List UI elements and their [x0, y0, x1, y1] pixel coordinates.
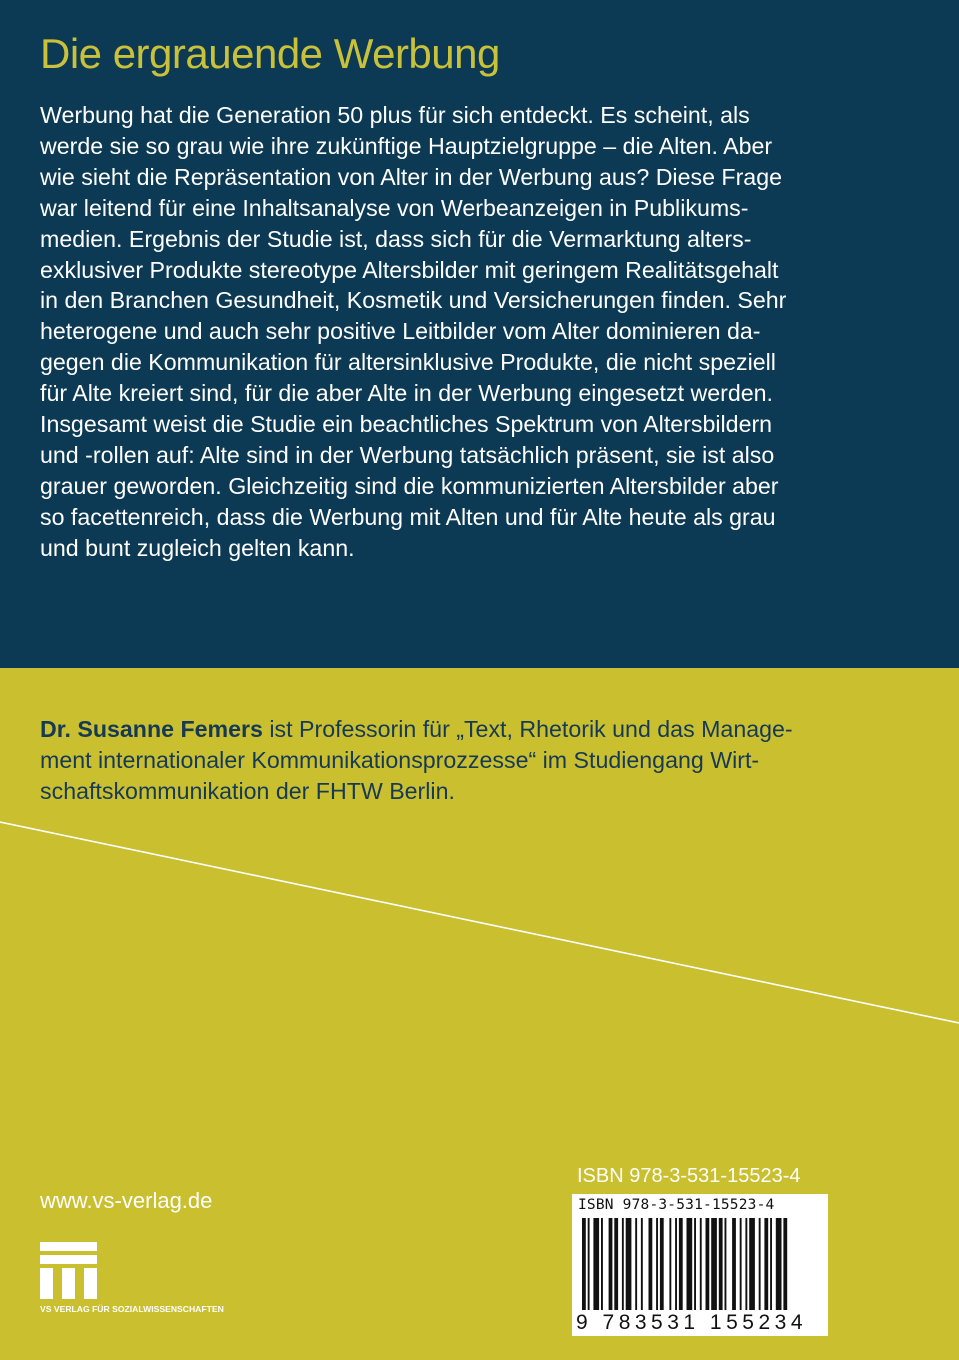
- barcode-bar: [679, 1218, 683, 1310]
- barcode-bar: [622, 1218, 624, 1310]
- book-title: Die ergrauende Werbung: [40, 30, 500, 77]
- barcode-bar: [759, 1218, 761, 1310]
- blurb-line: Insgesamt weist die Studie ein beachtliches Spektrum von Altersbildern: [40, 411, 773, 438]
- barcode-bar: [749, 1218, 755, 1310]
- barcode-bar: [656, 1218, 658, 1310]
- blurb-line: exklusiver Produkte stereotype Altersbilder mit geringem Realitätsgehalt: [40, 256, 779, 283]
- publisher-logo-text: VS VERLAG FÜR SOZIALWISSENSCHAFTEN: [40, 1304, 224, 1314]
- blurb-line: gegen die Kommunikation für altersinklusive Produkte, die nicht speziell: [40, 349, 776, 376]
- publisher-logo: [40, 1242, 280, 1317]
- barcode-bar: [719, 1218, 723, 1310]
- barcode-bar: [675, 1218, 677, 1310]
- isbn-label: ISBN 978-3-531-15523-4: [577, 1165, 801, 1187]
- blurb-line: in den Branchen Gesundheit, Kosmetik und Versicherungen finden. Sehr: [40, 287, 787, 314]
- barcode-bar: [687, 1218, 693, 1310]
- barcode-bar: [649, 1218, 653, 1310]
- barcode-bar: [694, 1218, 696, 1310]
- barcode-bar: [725, 1218, 727, 1310]
- author-bio-text: ist Professorin für „Text, Rhetorik und das Manage-: [262, 716, 793, 742]
- barcode-bar: [626, 1218, 632, 1310]
- barcode-bar: [745, 1218, 747, 1310]
- barcode-bar: [764, 1218, 768, 1310]
- barcode-bar: [588, 1218, 590, 1310]
- blurb-line: und bunt zugleich gelten kann.: [40, 534, 355, 561]
- barcode-bar: [706, 1218, 710, 1310]
- barcode: [572, 1194, 828, 1336]
- barcode-bar: [776, 1218, 782, 1310]
- publisher-website: www.vs-verlag.de: [40, 1188, 213, 1213]
- blurb-line: werde sie so grau wie ihre zukünftige Hauptzielgruppe – die Alten. Aber: [40, 132, 773, 159]
- barcode-isbn-text: ISBN 978-3-531-15523-4: [578, 1197, 775, 1213]
- barcode-digits: 9 783531 155234: [576, 1311, 807, 1334]
- barcode-bar: [700, 1218, 702, 1310]
- author-name: Dr. Susanne Femers: [40, 716, 263, 742]
- blurb-line: war leitend für eine Inhaltsanalyse von Werbeanzeigen in Publikums-: [40, 194, 749, 221]
- blurb-line: grauer geworden. Gleichzeitig sind die kommunizierten Altersbilder aber: [40, 472, 779, 499]
- blurb-line: und -rollen auf: Alte sind in der Werbung tatsächlich präsent, sie ist also: [40, 441, 775, 468]
- blurb-line: Werbung hat die Generation 50 plus für sich entdeckt. Es scheint, als: [40, 102, 750, 128]
- barcode-bar: [609, 1218, 613, 1310]
- barcode-bar: [783, 1218, 787, 1310]
- barcode-bar: [641, 1218, 643, 1310]
- author-bio-line: schaftskommunikation der FHTW Berlin.: [40, 778, 455, 804]
- barcode-bar: [711, 1218, 717, 1310]
- blurb-line: für Alte kreiert sind, für die aber Alte in der Werbung eingesetzt werden.: [40, 380, 773, 407]
- barcode-bar: [740, 1218, 742, 1310]
- barcode-bar: [582, 1218, 586, 1310]
- author-bio-line: ment internationaler Kommunikationsprozzesse“ im Studiengang Wirt-: [40, 747, 760, 773]
- barcode-bar: [660, 1218, 664, 1310]
- blurb-line: so facettenreich, dass die Werbung mit Alten und für Alte heute als grau: [40, 503, 776, 530]
- barcode-bar: [635, 1218, 637, 1310]
- blurb-line: heterogene und auch sehr positive Leitbilder vom Alter dominieren da-: [40, 318, 761, 345]
- barcode-bar: [593, 1218, 599, 1310]
- blurb-line: medien. Ergebnis der Studie ist, dass sich für die Vermarktung alters-: [40, 225, 752, 252]
- barcode-bar: [601, 1218, 603, 1310]
- barcode-bar: [732, 1218, 736, 1310]
- barcode-bar: [770, 1218, 772, 1310]
- barcode-bar: [669, 1218, 671, 1310]
- barcode-bar: [614, 1218, 618, 1310]
- blurb-line: wie sieht die Repräsentation von Alter in der Werbung aus? Diese Frage: [40, 163, 782, 190]
